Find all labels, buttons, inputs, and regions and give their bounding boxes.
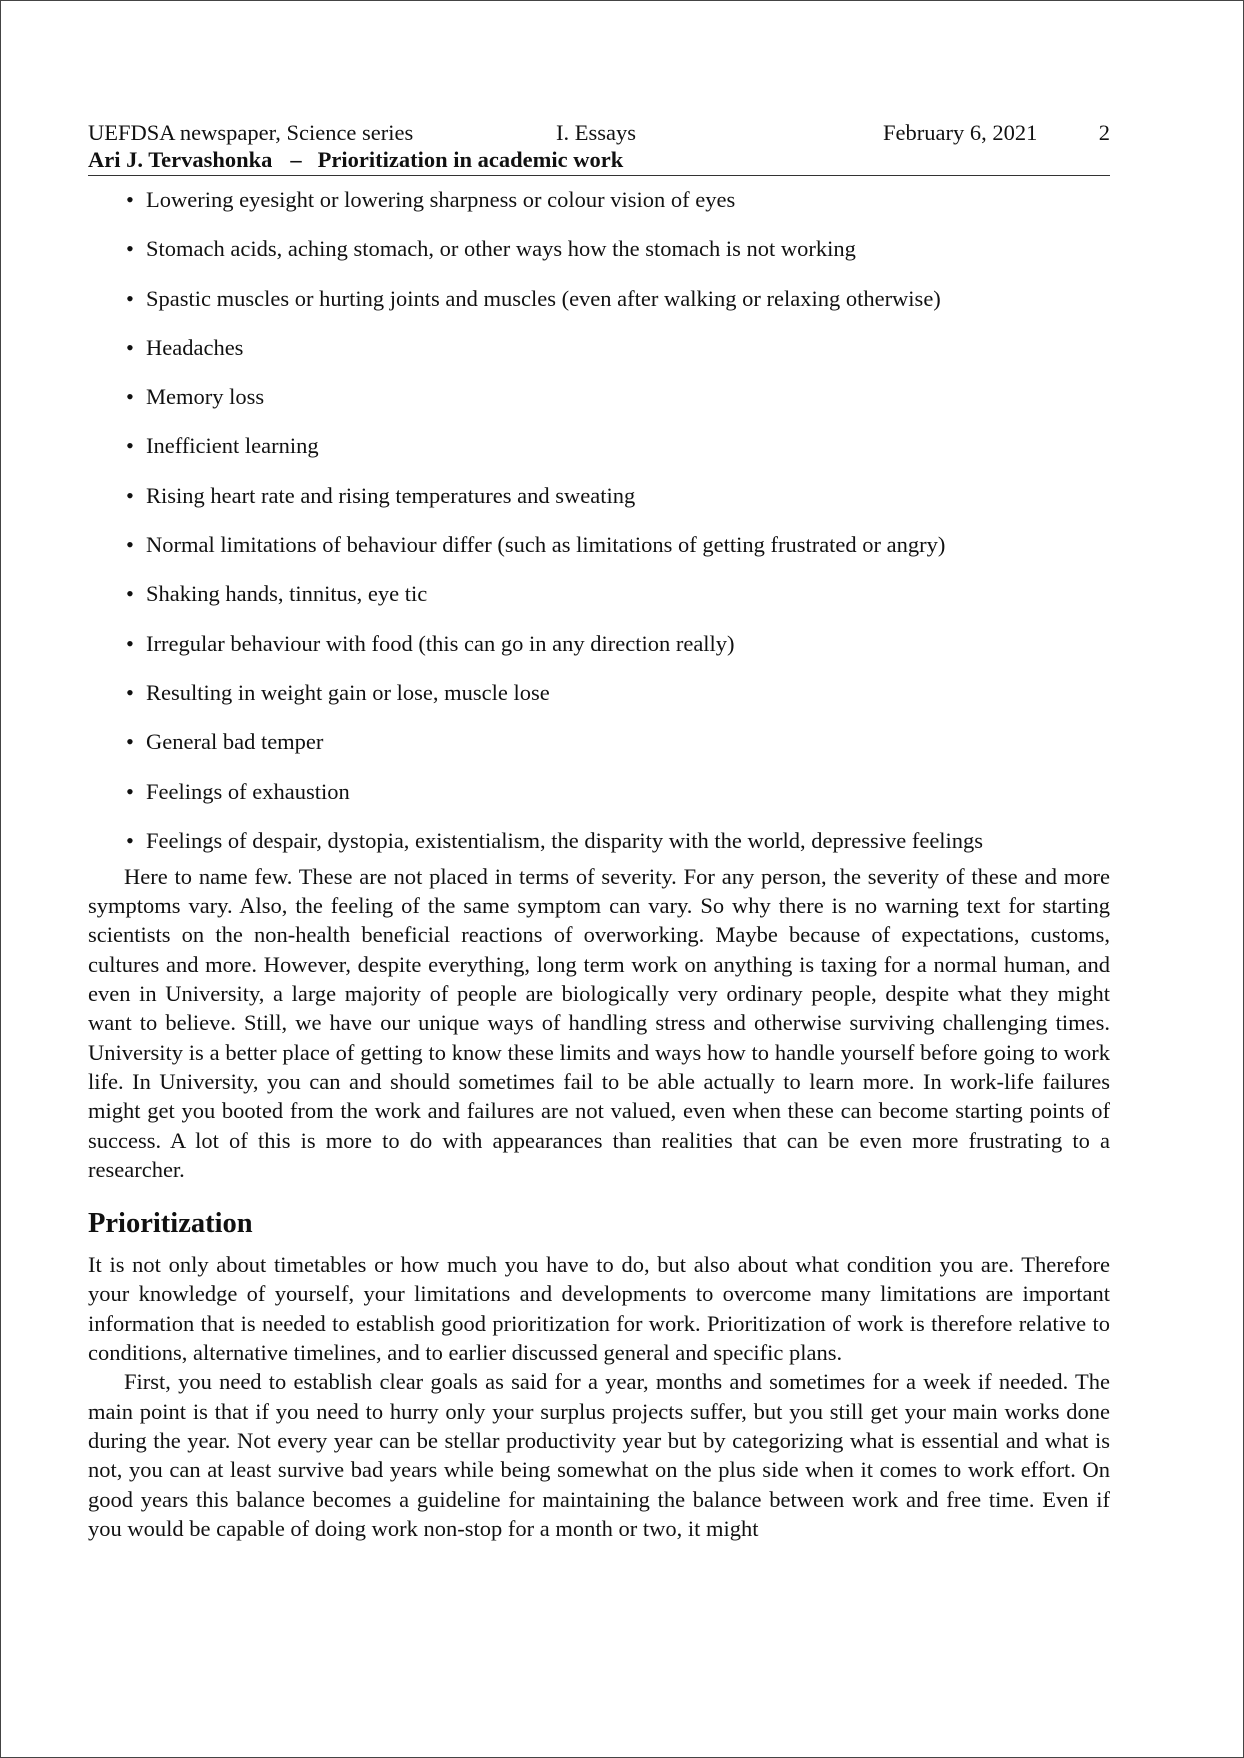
list-item xyxy=(88,728,1110,755)
list-item xyxy=(88,778,1110,805)
list-item-text: General bad temper xyxy=(146,729,324,755)
bullet-icon: • xyxy=(126,285,134,311)
list-item-text: Feelings of exhaustion xyxy=(146,778,350,804)
list-item-text: Feelings of despair, dystopia, existentialism, the disparity with the world, depressive feelings xyxy=(146,827,984,853)
bullet-icon: • xyxy=(126,729,134,755)
list-item-text: Memory loss xyxy=(146,384,265,410)
list-item xyxy=(88,432,1110,459)
bullet-icon: • xyxy=(126,334,134,360)
body-paragraph-symptoms: Here to name few. These are not placed in terms of severity. For any person, the severity of these and more symptoms vary. Also, the feeling of the same symptom can vary. So why there is no warning text for starting scientists on the non-health beneficial reactions of overworking. Maybe because of expectations, customs, cultures and more. However, despite everything, long term work on anything is taxing for a normal human, and even in University, a large majority of people are biologically very ordinary people, despite what they might want to believe. Still, we have our unique ways of handling stress and otherwise surviving challenging times. University is a better place of getting to know these limits and ways how to handle yourself before going to work life. In University, you can and should sometimes fail to be able actually to learn more. In work-life failures might get you booted from the work and failures are not valued, even when these can become starting points of success. A lot of this is more to do with appearances than realities that can be even more frustrating to a researcher. xyxy=(88,863,1110,1182)
list-item xyxy=(88,580,1110,607)
list-item-text: Rising heart rate and rising temperatures and sweating xyxy=(146,482,636,508)
list-item-text: Resulting in weight gain or lose, muscle lose xyxy=(146,679,550,705)
running-header xyxy=(88,119,1110,176)
header-author: Ari J. Tervashonka xyxy=(88,147,273,172)
bullet-icon: • xyxy=(126,679,134,705)
bullet-icon: • xyxy=(126,827,134,853)
bullet-icon: • xyxy=(126,482,134,508)
list-item xyxy=(88,235,1110,262)
page-content xyxy=(88,119,1110,1543)
list-item-text: Headaches xyxy=(146,334,244,360)
list-item xyxy=(88,531,1110,558)
bullet-icon: • xyxy=(126,236,134,262)
header-page-number: 2 xyxy=(1098,120,1110,145)
list-item-text: Inefficient learning xyxy=(146,433,319,459)
header-section: I. Essays xyxy=(556,120,636,145)
bullet-icon: • xyxy=(126,581,134,607)
bullet-icon: • xyxy=(126,187,134,212)
bullet-icon: • xyxy=(126,433,134,459)
header-publication: UEFDSA newspaper, Science series xyxy=(88,120,414,145)
list-item xyxy=(88,285,1110,312)
list-item xyxy=(88,186,1110,213)
body-paragraph-prioritization: It is not only about timetables or how much you have to do, but also about what condition you are. Therefore your knowledge of yourself, your limitations and developments to overcome many limitations are important information that is needed to establish good prioritization for work. Prioritization of work is therefore relative to conditions, alternative timelines, and to earlier discussed general and specific plans. xyxy=(88,1252,1110,1366)
list-item-text: Irregular behaviour with food (this can go in any direction really) xyxy=(146,630,735,656)
list-item-text: Normal limitations of behaviour differ (such as limitations of getting frustrated or angry) xyxy=(146,532,946,558)
header-date: February 6, 2021 xyxy=(883,120,1038,145)
bullet-icon: • xyxy=(126,630,134,656)
header-row-1 xyxy=(88,119,1110,146)
header-separator: – xyxy=(290,147,302,172)
body-paragraph-goals: First, you need to establish clear goals as said for a year, months and sometimes for a week if needed. The main point is that if you need to hurry only your surplus projects suffer, but you still get your main works done during the year. Not every year can be stellar productivity year but by categorizing what is essential and what is not, you can at least survive bad years while being somewhat on the plus side when it comes to work effort. On good years this balance becomes a guideline for maintaining the balance between work and free time. Even if you would be capable of doing work non-stop for a month or two, it might xyxy=(88,1369,1110,1541)
list-item xyxy=(88,383,1110,410)
list-item xyxy=(88,482,1110,509)
section-heading: Prioritization xyxy=(88,1208,253,1240)
header-row-2 xyxy=(88,146,1110,173)
list-item xyxy=(88,334,1110,361)
list-item-text: Shaking hands, tinnitus, eye tic xyxy=(146,581,428,607)
bullet-icon: • xyxy=(126,532,134,558)
list-item xyxy=(88,679,1110,706)
bullet-icon: • xyxy=(126,384,134,410)
list-item-text: Stomach acids, aching stomach, or other ways how the stomach is not working xyxy=(146,236,856,262)
list-item-text: Lowering eyesight or lowering sharpness or colour vision of eyes xyxy=(146,187,736,212)
list-item xyxy=(88,630,1110,657)
header-article-title: Prioritization in academic work xyxy=(317,147,624,172)
bullet-icon: • xyxy=(126,778,134,804)
list-item xyxy=(88,827,1110,854)
symptom-list xyxy=(88,186,1110,854)
list-item-text: Spastic muscles or hurting joints and muscles (even after walking or relaxing otherwise) xyxy=(146,285,941,311)
